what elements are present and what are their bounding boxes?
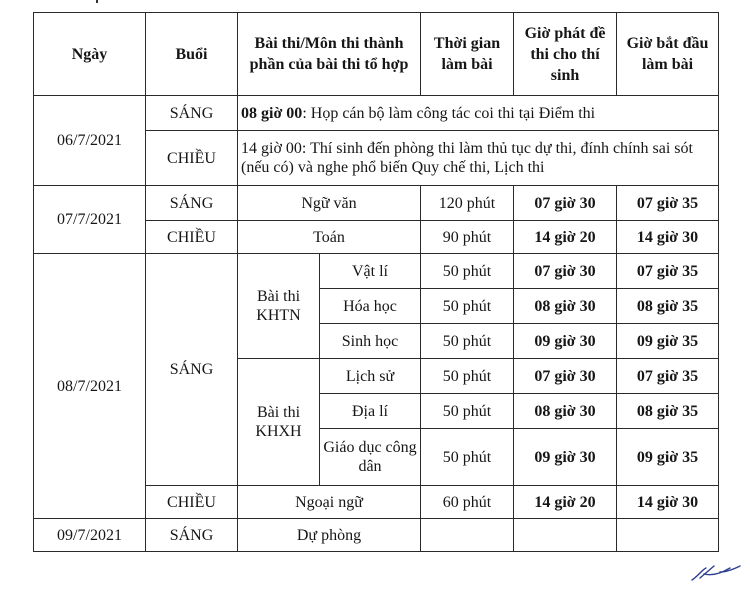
hand-out-time-cell: 07 giờ 30 [514, 359, 617, 394]
start-time-cell: 14 giờ 30 [617, 221, 719, 254]
table-row [34, 96, 719, 131]
subject-cell: Hóa học [320, 289, 421, 324]
session-cell: SÁNG [146, 254, 238, 486]
subject-cell: Vật lí [320, 254, 421, 289]
empty-cell [514, 519, 617, 552]
header-hand-out-time: Giờ phát đề thi cho thí sinh [514, 13, 617, 96]
session-cell: SÁNG [146, 519, 238, 552]
header-subject: Bài thi/Môn thi thành phần của bài thi tổ hợp [238, 13, 421, 96]
note-cell [238, 96, 719, 131]
header-day: Ngày [34, 13, 146, 96]
duration-cell: 50 phút [421, 254, 514, 289]
group-cell-khxh: Bài thi KHXH [238, 359, 320, 486]
handwritten-signature [690, 560, 742, 584]
start-time-cell: 09 giờ 35 [617, 324, 719, 359]
header-duration: Thời gian làm bài [421, 13, 514, 96]
group-cell-khtn: Bài thi KHTN [238, 254, 320, 359]
session-cell: CHIỀU [146, 131, 238, 186]
hand-out-time-cell: 14 giờ 20 [514, 486, 617, 519]
subject-cell: Lịch sử [320, 359, 421, 394]
duration-cell: 50 phút [421, 394, 514, 429]
note-time: 08 giờ 00 [241, 104, 303, 122]
subject-cell: Ngữ văn [238, 186, 421, 221]
header-session: Buổi [146, 13, 238, 96]
session-cell: CHIỀU [146, 221, 238, 254]
empty-cell [617, 519, 719, 552]
session-cell: CHIỀU [146, 486, 238, 519]
hand-out-time-cell: 08 giờ 30 [514, 289, 617, 324]
hand-out-time-cell: 07 giờ 30 [514, 254, 617, 289]
scan-speck [96, 0, 98, 3]
duration-cell: 120 phút [421, 186, 514, 221]
note-cell: 14 giờ 00: Thí sinh đến phòng thi làm thủ tục dự thi, đính chính sai sót (nếu có) và nghe phổ biến Quy chế thi, Lịch thi [238, 131, 719, 186]
session-cell: SÁNG [146, 186, 238, 221]
start-time-cell: 08 giờ 35 [617, 289, 719, 324]
date-cell: 08/7/2021 [34, 254, 146, 519]
table-row [34, 254, 719, 289]
header-start-time: Giờ bắt đầu làm bài [617, 13, 719, 96]
table-row [34, 519, 719, 552]
subject-cell: Ngoại ngữ [238, 486, 421, 519]
start-time-cell: 09 giờ 35 [617, 429, 719, 486]
start-time-cell: 07 giờ 35 [617, 186, 719, 221]
subject-cell: Giáo dục công dân [320, 429, 421, 486]
start-time-cell: 07 giờ 35 [617, 254, 719, 289]
duration-cell: 60 phút [421, 486, 514, 519]
start-time-cell: 08 giờ 35 [617, 394, 719, 429]
duration-cell: 50 phút [421, 429, 514, 486]
hand-out-time-cell: 14 giờ 20 [514, 221, 617, 254]
subject-cell: Địa lí [320, 394, 421, 429]
subject-cell: Sinh học [320, 324, 421, 359]
session-cell: SÁNG [146, 96, 238, 131]
date-cell: 09/7/2021 [34, 519, 146, 552]
duration-cell: 50 phút [421, 324, 514, 359]
hand-out-time-cell: 09 giờ 30 [514, 324, 617, 359]
hand-out-time-cell: 07 giờ 30 [514, 186, 617, 221]
duration-cell: 50 phút [421, 289, 514, 324]
hand-out-time-cell: 08 giờ 30 [514, 394, 617, 429]
duration-cell: 50 phút [421, 359, 514, 394]
start-time-cell: 07 giờ 35 [617, 359, 719, 394]
date-cell: 06/7/2021 [34, 96, 146, 186]
note-text: : Họp cán bộ làm công tác coi thi tại Điểm thi [302, 104, 596, 122]
hand-out-time-cell: 09 giờ 30 [514, 429, 617, 486]
subject-cell: Dự phòng [238, 519, 421, 552]
start-time-cell: 14 giờ 30 [617, 486, 719, 519]
table-row [34, 186, 719, 221]
duration-cell: 90 phút [421, 221, 514, 254]
date-cell: 07/7/2021 [34, 186, 146, 254]
subject-cell: Toán [238, 221, 421, 254]
empty-cell [421, 519, 514, 552]
header-row [34, 13, 719, 96]
exam-schedule-table [33, 12, 719, 552]
